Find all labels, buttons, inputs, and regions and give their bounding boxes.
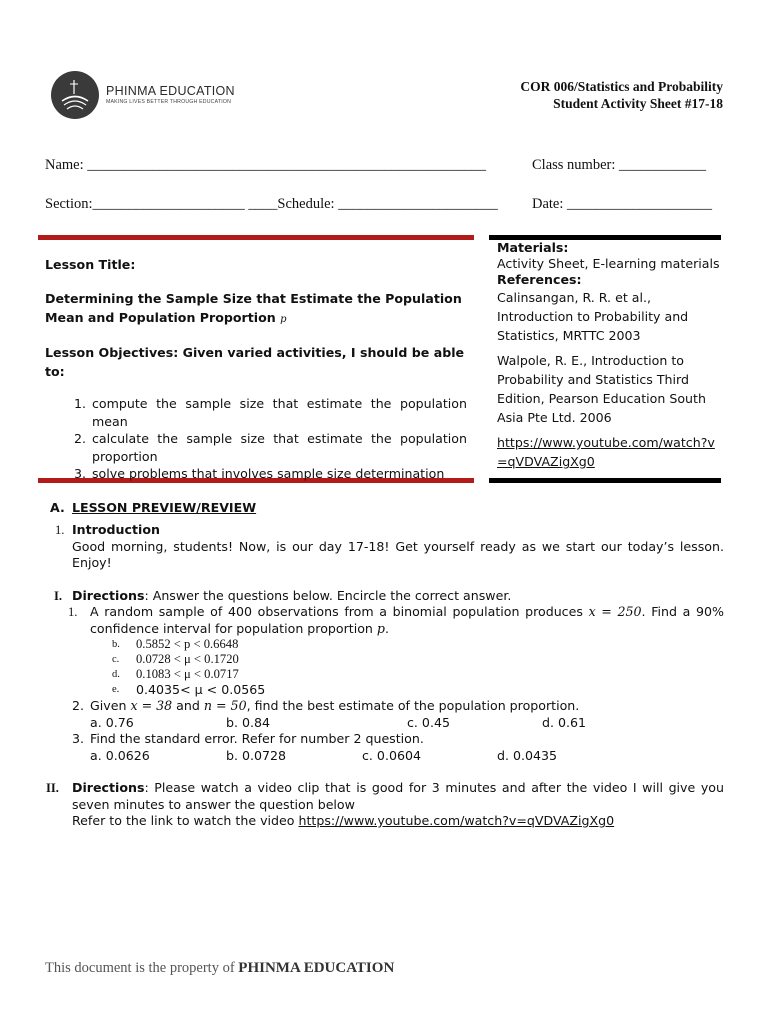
date-field[interactable]: Date: ____________________	[532, 196, 713, 212]
references-label: References:	[497, 272, 582, 287]
reference-video-link[interactable]: https://www.youtube.com/watch?v=qVDVAZigXg0	[497, 435, 715, 469]
section-a-heading	[52, 500, 724, 518]
materials-label: Materials:	[497, 240, 569, 255]
question-1-p: p	[376, 620, 385, 636]
part-2-label: Directions	[72, 780, 145, 795]
reference-2: Walpole, R. E., Introduction to Probability and Statistics Third Edition, Pearson Education South Asia Pte Ltd. 2006	[497, 353, 706, 425]
q1-option-letter: b.	[112, 639, 120, 650]
q3-option-b[interactable]: b. 0.0728	[226, 747, 287, 763]
objective-item: 3. solve problems that involves sample size determination	[90, 465, 467, 483]
objective-item: 1. compute the sample size that estimate the population mean	[90, 395, 467, 430]
q3-option-c[interactable]: c. 0.0604	[362, 747, 421, 763]
activity-body	[46, 500, 724, 830]
q1-option-letter: d.	[112, 669, 120, 680]
name-field[interactable]: Name: _______________________________________________________	[45, 157, 487, 173]
logo-tagline: MAKING LIVES BETTER THROUGH EDUCATION	[106, 99, 232, 105]
section-a-title: LESSON PREVIEW/REVIEW	[72, 500, 257, 515]
footer-brand: PHINMA EDUCATION	[238, 960, 395, 976]
objective-item: 2. calculate the sample size that estimate the population proportion	[90, 430, 467, 465]
q2-option-b[interactable]: b. 0.84	[226, 714, 271, 730]
reference-1: Calinsangan, R. R. et al., Introduction to Probability and Statistics, MRTTC 2003	[497, 290, 689, 343]
part-2-video-link[interactable]: https://www.youtube.com/watch?v=qVDVAZigXg0	[298, 813, 615, 828]
q1-option-letter: c.	[112, 654, 120, 665]
part-1-text: : Answer the questions below. Encircle the correct answer.	[144, 587, 512, 603]
question-1-text-b: . Find a 90% confidence interval for population proportion	[90, 604, 724, 636]
question-1-math: x = 250	[588, 604, 642, 619]
lesson-top-rule	[38, 235, 474, 240]
question-1-text-a: A random sample of 400 observations from a binomial population produces	[90, 604, 583, 619]
question-2-and: and	[176, 698, 200, 713]
materials-text: Activity Sheet, E-learning materials	[497, 256, 720, 271]
q1-option-text: 0.0728 < μ < 0.1720	[136, 652, 239, 666]
section-schedule-field[interactable]: Section:_____________________ ____Schedule: ______________________	[45, 196, 498, 212]
q2-option-c[interactable]: c. 0.45	[407, 714, 450, 730]
q2-option-a[interactable]: a. 0.76	[90, 714, 134, 730]
class-number-field[interactable]: Class number: ____________	[532, 157, 706, 173]
question-1-options	[52, 637, 724, 698]
part-1-directions	[52, 588, 724, 605]
question-2-text-a: Given	[90, 698, 127, 713]
introduction-label: Introduction	[72, 522, 160, 537]
question-2-n: n = 50	[203, 698, 247, 713]
question-2-x: x = 38	[130, 698, 173, 713]
section-a-letter: A.	[50, 500, 65, 515]
question-3	[52, 731, 724, 748]
course-title: COR 006/Statistics and Probability	[520, 79, 723, 94]
q1-option-d[interactable]	[52, 667, 724, 682]
lesson-box	[45, 255, 467, 483]
lesson-title	[45, 289, 467, 329]
question-1-number: 1.	[68, 605, 78, 619]
question-3-options	[52, 748, 724, 765]
q2-option-d[interactable]: d. 0.61	[542, 714, 587, 730]
part-2-numeral: II.	[46, 781, 59, 795]
q1-option-text: 0.1083 < μ < 0.0717	[136, 667, 239, 681]
sheet-title: Student Activity Sheet #17-18	[553, 96, 723, 111]
q1-option-e[interactable]	[52, 682, 724, 698]
materials-box	[497, 240, 721, 471]
lesson-title-text: Determining the Sample Size that Estimate the Population Mean and Population Proportion	[45, 291, 462, 325]
part-2-directions	[46, 780, 724, 830]
part-1-numeral: I.	[54, 588, 63, 603]
q1-option-text: 0.5852 < p < 0.6648	[136, 637, 239, 651]
lesson-title-symbol: p	[280, 314, 287, 325]
phinma-emblem-icon	[50, 70, 100, 120]
objectives-list	[45, 395, 467, 483]
question-2-number: 2.	[72, 698, 85, 713]
introduction-number: 1.	[55, 523, 65, 537]
introduction-item	[52, 522, 724, 572]
q1-option-letter: e.	[112, 684, 120, 695]
lesson-title-label: Lesson Title:	[45, 257, 136, 272]
footer	[45, 960, 394, 977]
q1-option-text: 0.4035< μ < 0.0565	[136, 682, 266, 697]
part-2-refer-text: Refer to the link to watch the video	[72, 813, 295, 828]
footer-text: This document is the property of	[45, 960, 235, 976]
q3-option-a[interactable]: a. 0.0626	[90, 747, 150, 763]
question-3-text: Find the standard error. Refer for number 2 question.	[90, 731, 424, 746]
question-2	[52, 698, 724, 715]
q1-option-c[interactable]	[52, 652, 724, 667]
question-2-text-b: , find the best estimate of the population proportion.	[246, 698, 580, 713]
q1-option-b[interactable]	[52, 637, 724, 652]
question-3-number: 3.	[72, 731, 85, 746]
q3-option-d[interactable]: d. 0.0435	[497, 747, 558, 763]
objectives-label: Lesson Objectives: Given varied activities, I should be able to:	[45, 345, 465, 379]
phinma-logo	[44, 68, 235, 124]
introduction-text: Good morning, students! Now, is our day 17-18! Get yourself ready as we start our today’s lesson. Enjoy!	[72, 538, 724, 570]
part-2-text: : Please watch a video clip that is good for 3 minutes and after the video I will give you seven minutes to answer the question below	[72, 780, 724, 812]
question-2-options	[52, 715, 724, 732]
materials-bottom-rule	[489, 478, 721, 483]
logo-name: PHINMA EDUCATION	[106, 84, 235, 98]
question-1: 1. A random sample of 400 observations from a binomial population produces x = 250. Find a 90% confidence interval for population proportion p.	[68, 604, 724, 636]
part-1-label: Directions	[72, 587, 145, 603]
